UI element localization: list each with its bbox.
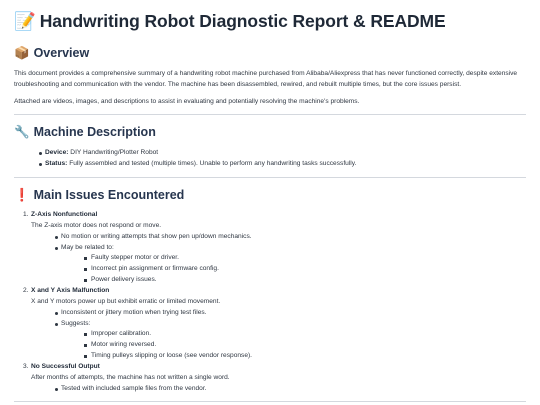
issues-heading xyxy=(14,187,184,203)
bullet-dot xyxy=(39,152,42,155)
overview-heading xyxy=(14,45,89,61)
bullet-square xyxy=(84,279,87,282)
issue-3-title: No Successful Output xyxy=(31,363,100,370)
issue-1-sub-2: Incorrect pin assignment or firmware config. xyxy=(91,265,219,272)
bullet-square xyxy=(84,268,87,271)
section-divider xyxy=(14,401,526,402)
issue-2-sub-2: Motor wiring reversed. xyxy=(91,341,157,348)
status-label: Status: xyxy=(45,160,68,167)
machine-heading xyxy=(14,124,156,140)
issue-3-number: 3. xyxy=(23,363,29,370)
exclamation-icon: ❗ xyxy=(14,187,30,202)
status-value: Fully assembled and tested (multiple times). Unable to perform any handwriting tasks successfully. xyxy=(67,160,357,167)
bullet-dot xyxy=(55,312,58,315)
issue-1-sub-1: Faulty stepper motor or driver. xyxy=(91,254,179,261)
bullet-dot xyxy=(55,236,58,239)
status-item xyxy=(45,159,356,169)
issue-2-sub-1: Improper calibration. xyxy=(91,330,152,337)
device-label: Device: xyxy=(45,149,69,156)
issue-2-number: 2. xyxy=(23,287,29,294)
package-icon: 📦 xyxy=(14,45,30,60)
title-text: Handwriting Robot Diagnostic Report & README xyxy=(39,11,446,31)
issue-1-description: The Z-axis motor does not respond or move. xyxy=(31,222,162,229)
issue-1-number: 1. xyxy=(23,211,29,218)
overview-paragraph-1: This document provides a comprehensive summary of a handwriting robot machine purchased from Alibaba/Aliexpress that has never functioned correctly, despite extensive troubleshooting and communication with the vendor. The machine has been disassembled, rewired, and rebuilt multiple times, but the core issues persist. xyxy=(14,70,518,88)
issue-2-bullet-2: Suggests: xyxy=(61,320,91,327)
issue-1-sub-3: Power delivery issues. xyxy=(91,276,157,283)
bullet-square xyxy=(84,333,87,336)
issue-3-bullet-1: Tested with included sample files from the vendor. xyxy=(61,385,207,392)
memo-icon: 📝 xyxy=(14,12,36,32)
section-divider xyxy=(14,177,526,178)
issue-1-bullet-2: May be related to: xyxy=(61,244,114,251)
page-title xyxy=(14,11,446,32)
issue-1-title: Z-Axis Nonfunctional xyxy=(31,211,98,218)
device-value: DIY Handwriting/Plotter Robot xyxy=(68,149,159,156)
issues-heading-text: Main Issues Encountered xyxy=(33,188,185,202)
issue-1-bullet-1: No motion or writing attempts that show pen up/down mechanics. xyxy=(61,233,252,240)
issue-2-bullet-1: Inconsistent or jittery motion when trying test files. xyxy=(61,309,207,316)
bullet-square xyxy=(84,355,87,358)
issue-2-sub-3: Timing pulleys slipping or loose (see vendor response). xyxy=(91,352,253,359)
wrench-icon: 🔧 xyxy=(14,124,30,139)
bullet-dot xyxy=(55,388,58,391)
bullet-square xyxy=(84,344,87,347)
bullet-square xyxy=(84,257,87,260)
bullet-dot xyxy=(55,247,58,250)
issue-3-description: After months of attempts, the machine has not written a single word. xyxy=(31,374,230,381)
device-item xyxy=(45,148,158,158)
issue-2-title: X and Y Axis Malfunction xyxy=(31,287,110,294)
bullet-dot xyxy=(39,163,42,166)
issue-2-description: X and Y motors power up but exhibit erratic or limited movement. xyxy=(31,298,221,305)
overview-paragraph-2: Attached are videos, images, and descriptions to assist in evaluating and potentially resolving the machine's problems. xyxy=(14,98,360,105)
machine-heading-text: Machine Description xyxy=(33,125,156,139)
bullet-dot xyxy=(55,323,58,326)
section-divider xyxy=(14,114,526,115)
overview-heading-text: Overview xyxy=(33,46,90,60)
